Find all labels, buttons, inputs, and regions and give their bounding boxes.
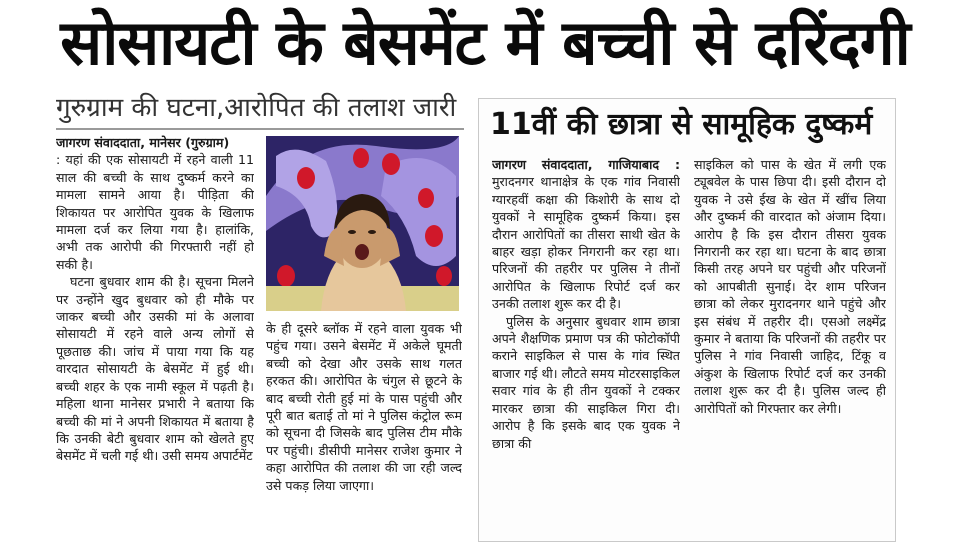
right-story-byline: जागरण संवाददाता, गाजियाबाद : [492,157,680,172]
left-story-byline: जागरण संवाददाता, मानेसर (गुरुग्राम) [56,135,230,150]
left-story-para-1: : यहां की एक सोसायटी में रहने वाली 11 साल की बच्ची के साथ दुष्कर्म करने का मामला सामने आया है। पीड़िता की शिकायत पर आरोपित युवक के खिलाफ मामला दर्ज कर लिया गया है। हालांकि, अभी तक आरोपी की गिरफ्तारी नहीं हो सकी है। [56,152,254,272]
left-story-lead [56,134,254,273]
illustration-photo [266,136,459,311]
right-story-column-2 [694,156,886,540]
left-story-subheadline: गुरुग्राम की घटना,आरोपित की तलाश जारी [56,93,457,123]
right-story-para-2: पुलिस के अनुसार बुधवार शाम छात्रा अपने शैक्षणिक प्रमाण पत्र की फोटोकॉपी कराने साइकिल से पास के गांव स्थित बाजार गई थी। लौटते समय मोटरसाइकिल सवार गांव के ही तीन युवकों ने टक्कर मारकर छात्रा की साइकिल गिरा दी। आरोप है कि इसके बाद एक युवक ने छात्रा की [492,313,680,451]
left-story-para-2: घटना बुधवार शाम की है। सूचना मिलने पर उन्होंने खुद बुधवार को ही मौके पर जाकर बच्ची और उसकी मां के अलावा सोसायटी में रहने वाले अन्य लोगों से पूछताछ की। जांच में पाया गया कि यह वारदात सोसायटी के बेसमेंट में हुई थी। बच्ची शहर के एक नामी स्कूल में पढ़ती है। महिला थाना मानेसर प्रभारी ने बताया कि बच्ची की मां ने अपनी शिकायत में बताया है कि उनकी बेटी बुधवार शाम को खेलते हुए बेसमेंट में चली गई थी। उसी समय अपार्टमेंट [56,274,254,464]
main-headline: सोसायटी के बेसमेंट में बच्ची से दरिंदगी [60,6,910,79]
right-story-para-1: मुरादनगर थानाक्षेत्र के एक गांव निवासी ग्यारहवीं कक्षा की किशोरी के साथ दो युवकों ने सामूहिक दुष्कर्म किया। इस दौरान आरोपितों का तीसरा साथी खेत के बाहर खड़ा होकर निगरानी कर रहा था। परिजनों की तहरीर पर पुलिस ने तीनों आरोपित के खिलाफ रिपोर्ट दर्ज कर उनकी तलाश शुरू कर दी है। [492,174,680,312]
left-story-para-3: के ही दूसरे ब्लॉक में रहने वाला युवक भी पहुंच गया। उसने बेसमेंट में अकेले घूमती बच्ची को देखा और उसके साथ गलत हरकत की। आरोपित के चंगुल से छूटने के बाद बच्ची रोती हुई मां के पास पहुंची और पूरी बात बताई तो मां ने पुलिस कंट्रोल रूम को सूचना दी जिसके बाद पुलिस टीम मौके पर पहुंची। डीसीपी मानेसर राजेश कुमार ने कहा आरोपित की तलाश की जा रही जल्द उसे पकड़ लिया जाएगा। [266,321,462,493]
right-story-column-1 [492,156,680,540]
subheadline-divider [56,128,464,130]
right-story-lead [492,156,680,313]
left-story-column-2 [266,320,462,542]
distressed-girl-illustration [266,136,459,311]
right-story-headline: 11वीं की छात्रा से सामूहिक दुष्कर्म [490,107,873,142]
left-story-column-1 [56,134,254,542]
right-story-para-3: साइकिल को पास के खेत में लगी एक ट्यूबवेल के पास छिपा दी। इसी दौरान दो युवक ने उसे ईख के खेत में खींच लिया और दुष्कर्म की वारदात को अंजाम दिया। आरोप है कि इस दौरान तीसरा युवक निगरानी कर रहा था। घटना के बाद छात्रा किसी तरह अपने घर पहुंची और परिजनों को आपबीती सुनाई। देर शाम परिजन छात्रा को लेकर मुरादनगर थाने पहुंचे और इस संबंध में तहरीर दी। एसओ लक्ष्मेंद्र कुमार ने बताया कि परिजनों की तहरीर पर पुलिस ने गांव निवासी जाहिद, टिंकू व अंकुश के खिलाफ रिपोर्ट दर्ज कर उनकी तलाश शुरू कर दी है। पुलिस जल्द ही आरोपितों को गिरफ्तार कर लेगी। [694,157,886,416]
